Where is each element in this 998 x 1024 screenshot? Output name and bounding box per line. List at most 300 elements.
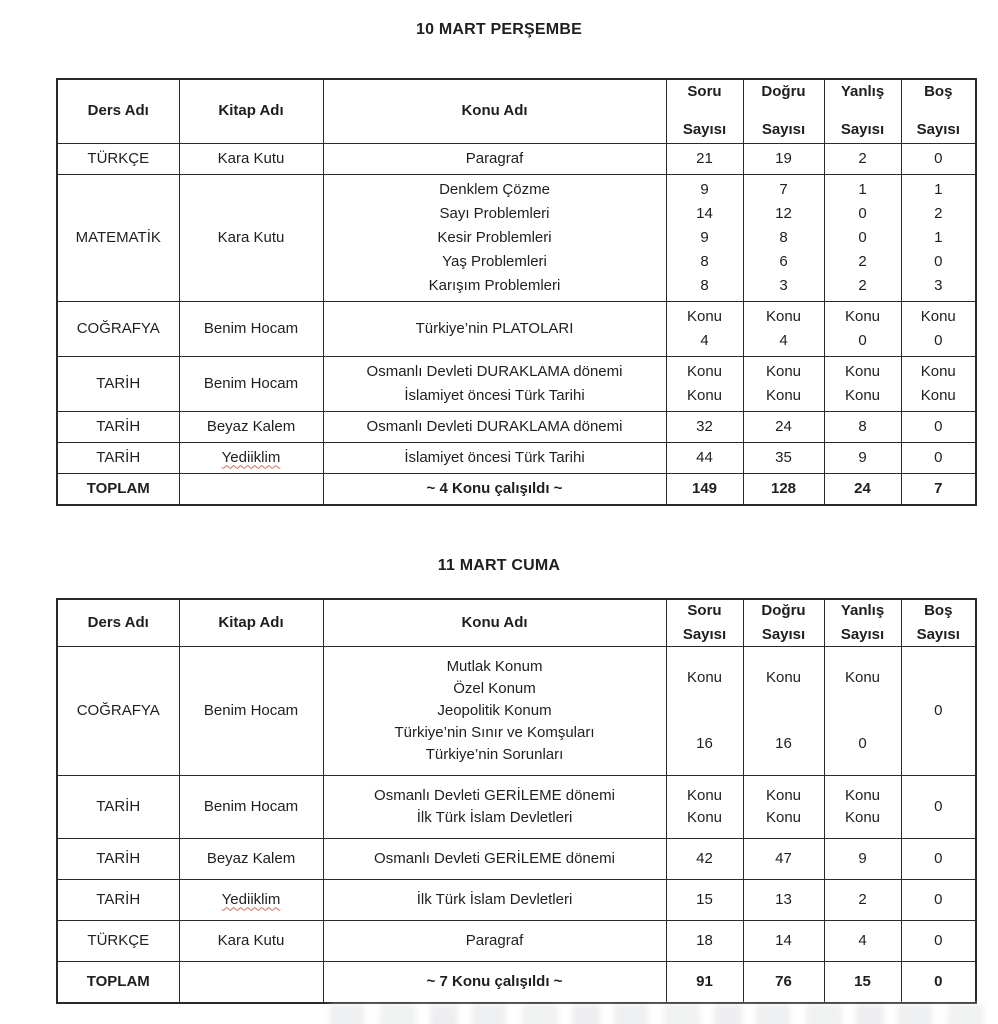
- header-row: [57, 599, 976, 647]
- bos-cell: [901, 442, 976, 473]
- dogru-cell: [743, 143, 824, 174]
- cell-line: 0: [858, 331, 867, 349]
- cell-content: [829, 305, 897, 353]
- header-line: Sayısı: [682, 121, 727, 139]
- header-label: [324, 99, 666, 123]
- cell-content: [328, 656, 662, 766]
- dogru-cell: [743, 473, 824, 505]
- cell-line: 0: [934, 149, 943, 167]
- header-label: [324, 612, 666, 634]
- ders-cell: [57, 920, 179, 961]
- yanlis-cell: [824, 411, 901, 442]
- cell-line: 2: [858, 276, 867, 294]
- header-line: Soru: [687, 601, 722, 619]
- header-line: Sayısı: [761, 121, 806, 139]
- cell-line: 149: [691, 479, 718, 497]
- cell-line: Konu: [844, 386, 881, 404]
- yanlis-cell: [824, 442, 901, 473]
- cell-line: 0: [934, 701, 943, 719]
- header-konu-cell: [323, 79, 666, 143]
- cell-line: İslamiyet öncesi Türk Tarihi: [404, 386, 585, 404]
- dogru-cell: [743, 356, 824, 411]
- cell-line: 0: [858, 204, 867, 222]
- cell-line: 0: [934, 890, 943, 908]
- kitap-cell: [179, 473, 323, 505]
- konu-cell: [323, 961, 666, 1003]
- cell-content: [671, 178, 739, 298]
- konu-cell: [323, 646, 666, 775]
- study-table-1-container: [0, 78, 998, 506]
- cell-content: [671, 305, 739, 353]
- ders-cell: [57, 646, 179, 775]
- cell-line: 47: [775, 849, 792, 867]
- soru-cell: [666, 174, 743, 301]
- cell-content: [184, 317, 319, 341]
- cell-line: 0: [934, 448, 943, 466]
- header-dogru-cell: [743, 599, 824, 647]
- header-row: [57, 79, 976, 143]
- cell-content: [829, 930, 897, 952]
- soru-cell: [666, 838, 743, 879]
- cell-content: [748, 147, 820, 171]
- cell-content: [906, 147, 972, 171]
- bos-cell: [901, 879, 976, 920]
- cell-line: Osmanlı Devleti DURAKLAMA dönemi: [366, 417, 623, 435]
- cell-content: [62, 848, 175, 870]
- cell-line: Konu: [765, 668, 802, 686]
- header-line: Sayısı: [682, 625, 727, 643]
- cell-line: 16: [696, 734, 713, 752]
- ders-cell: [57, 961, 179, 1003]
- ders-cell: [57, 301, 179, 356]
- header-line: Doğru: [761, 83, 806, 101]
- header-line: Sayısı: [761, 625, 806, 643]
- table-row: [57, 775, 976, 838]
- total-row: [57, 473, 976, 505]
- header-label: [667, 600, 743, 646]
- cell-line: Osmanlı Devleti GERİLEME dönemi: [374, 849, 615, 867]
- header-label: [180, 612, 323, 634]
- cell-line: Konu: [765, 307, 802, 325]
- cell-content: [328, 930, 662, 952]
- cell-line: Kara Kutu: [217, 931, 285, 949]
- dogru-cell: [743, 838, 824, 879]
- konu-cell: [323, 838, 666, 879]
- konu-cell: [323, 356, 666, 411]
- cell-line: TOPLAM: [86, 479, 150, 497]
- cell-content: [829, 446, 897, 470]
- cell-content: [184, 700, 319, 722]
- cell-content: [906, 971, 972, 993]
- yanlis-cell: [824, 879, 901, 920]
- table-row: [57, 356, 976, 411]
- yanlis-cell: [824, 143, 901, 174]
- soru-cell: [666, 646, 743, 775]
- cell-content: [829, 971, 897, 993]
- header-line: Kitap Adı: [218, 102, 284, 120]
- cell-line: Konu: [686, 808, 723, 826]
- header-line: Yanlış: [840, 83, 885, 101]
- cell-line: 1: [934, 228, 943, 246]
- cell-line: Konu: [686, 362, 723, 380]
- kitap-cell: [179, 411, 323, 442]
- cell-content: [748, 889, 820, 911]
- cell-line: 0: [858, 228, 867, 246]
- header-label: [825, 600, 901, 646]
- cell-line: Konu: [844, 307, 881, 325]
- header-line: Sayısı: [840, 625, 885, 643]
- cell-line: 2: [858, 149, 867, 167]
- cell-line: Türkiye’nin Sorunları: [425, 745, 564, 763]
- cell-line: 1: [934, 180, 943, 198]
- day-title-1: 10 MART PERŞEMBE: [416, 21, 582, 38]
- cell-line: 6: [779, 252, 788, 270]
- ders-cell: [57, 775, 179, 838]
- ders-cell: [57, 411, 179, 442]
- header-yanlis-cell: [824, 79, 901, 143]
- cell-line: 0: [934, 417, 943, 435]
- table-row: [57, 442, 976, 473]
- cell-line: Karışım Problemleri: [428, 276, 561, 294]
- cell-line: 8: [858, 417, 867, 435]
- cell-content: [328, 848, 662, 870]
- header-label: [58, 612, 179, 634]
- header-line: Yanlış: [840, 601, 885, 619]
- cell-line: Özel Konum: [453, 679, 536, 697]
- cell-content: [671, 147, 739, 171]
- konu-cell: [323, 442, 666, 473]
- cell-line: Konu: [765, 362, 802, 380]
- kitap-cell: [179, 646, 323, 775]
- konu-cell: [323, 473, 666, 505]
- cell-line: TÜRKÇE: [87, 149, 150, 167]
- cell-line: 24: [775, 417, 792, 435]
- bos-cell: [901, 301, 976, 356]
- cell-line: 18: [696, 931, 713, 949]
- cell-content: [328, 317, 662, 341]
- table-row: [57, 646, 976, 775]
- header-kitap-cell: [179, 79, 323, 143]
- header-line: Sayısı: [916, 121, 960, 139]
- cell-content: [184, 372, 319, 396]
- cell-line: Benim Hocam: [203, 797, 299, 815]
- cell-line: Osmanlı Devleti GERİLEME dönemi: [374, 786, 615, 804]
- konu-cell: [323, 143, 666, 174]
- header-label: [825, 80, 901, 142]
- cell-content: [328, 446, 662, 470]
- header-konu-cell: [323, 599, 666, 647]
- cell-line: 14: [696, 204, 713, 222]
- cell-content: [328, 477, 662, 501]
- cell-line: TARİH: [96, 417, 141, 435]
- cell-content: [671, 667, 739, 755]
- cell-content: [748, 971, 820, 993]
- cell-content: [62, 477, 175, 501]
- header-label: [902, 80, 976, 142]
- cell-content: [829, 785, 897, 829]
- cell-line: 19: [775, 149, 792, 167]
- dogru-cell: [743, 920, 824, 961]
- cell-line: 35: [775, 448, 792, 466]
- bos-cell: [901, 838, 976, 879]
- cell-content: [829, 848, 897, 870]
- cell-content: [906, 477, 972, 501]
- header-label: [180, 99, 323, 123]
- cell-line: 0: [934, 797, 943, 815]
- cell-line: 9: [700, 228, 709, 246]
- kitap-cell: [179, 838, 323, 879]
- yanlis-cell: [824, 775, 901, 838]
- cell-line: Kara Kutu: [217, 228, 285, 246]
- cell-line: İlk Türk İslam Devletleri: [416, 808, 573, 826]
- cell-line: TOPLAM: [86, 972, 150, 990]
- ders-cell: [57, 442, 179, 473]
- cell-content: [62, 147, 175, 171]
- header-yanlis-cell: [824, 599, 901, 647]
- cell-line: 7: [934, 479, 943, 497]
- cell-line: İslamiyet öncesi Türk Tarihi: [404, 448, 585, 466]
- header-ders-cell: [57, 599, 179, 647]
- bos-cell: [901, 775, 976, 838]
- cell-line: Türkiye’nin PLATOLARI: [415, 319, 574, 337]
- cell-content: [671, 889, 739, 911]
- cell-line: 91: [696, 972, 713, 990]
- cell-line: 128: [770, 479, 797, 497]
- cell-content: [829, 477, 897, 501]
- cell-content: [62, 700, 175, 722]
- konu-cell: [323, 301, 666, 356]
- header-line: Doğru: [761, 601, 806, 619]
- header-kitap-cell: [179, 599, 323, 647]
- cell-line: 3: [934, 276, 943, 294]
- cell-content: [829, 178, 897, 298]
- table-row: [57, 143, 976, 174]
- cell-line: Konu: [844, 668, 881, 686]
- bos-cell: [901, 174, 976, 301]
- cell-content: [748, 930, 820, 952]
- total-row: [57, 961, 976, 1003]
- study-table-1: [56, 78, 977, 506]
- cell-line: Jeopolitik Konum: [437, 701, 552, 719]
- cell-content: [748, 178, 820, 298]
- header-dogru-cell: [743, 79, 824, 143]
- soru-cell: [666, 920, 743, 961]
- cell-line: Konu: [920, 386, 956, 404]
- ders-cell: [57, 879, 179, 920]
- bos-cell: [901, 920, 976, 961]
- cell-line: 76: [775, 972, 792, 990]
- cell-line: COĞRAFYA: [76, 701, 160, 719]
- cell-line: 7: [779, 180, 788, 198]
- cell-line: 16: [775, 734, 792, 752]
- ders-cell: [57, 356, 179, 411]
- cell-line: Yediiklim: [221, 890, 281, 908]
- cell-line: Paragraf: [465, 149, 524, 167]
- cell-content: [328, 178, 662, 298]
- cell-line: Kara Kutu: [217, 149, 285, 167]
- cell-line: 24: [854, 479, 871, 497]
- cell-content: [184, 415, 319, 439]
- cell-content: [906, 930, 972, 952]
- cell-content: [328, 360, 662, 408]
- soru-cell: [666, 961, 743, 1003]
- cell-line: Osmanlı Devleti DURAKLAMA dönemi: [366, 362, 623, 380]
- cell-content: [671, 848, 739, 870]
- bos-cell: [901, 143, 976, 174]
- cell-line: 44: [696, 448, 713, 466]
- kitap-cell: [179, 442, 323, 473]
- cell-line: 4: [779, 331, 788, 349]
- dogru-cell: [743, 174, 824, 301]
- cell-line: 42: [696, 849, 713, 867]
- table-row: [57, 301, 976, 356]
- ders-cell: [57, 174, 179, 301]
- cell-line: 13: [775, 890, 792, 908]
- dogru-cell: [743, 961, 824, 1003]
- soru-cell: [666, 411, 743, 442]
- cell-line: 0: [934, 972, 943, 990]
- cell-line: TARİH: [96, 797, 141, 815]
- cell-content: [328, 971, 662, 993]
- soru-cell: [666, 301, 743, 356]
- cell-content: [906, 848, 972, 870]
- cell-content: [328, 415, 662, 439]
- cell-line: Türkiye’nin Sınır ve Komşuları: [394, 723, 595, 741]
- cell-content: [671, 360, 739, 408]
- soru-cell: [666, 879, 743, 920]
- header-label: [902, 600, 976, 646]
- kitap-cell: [179, 174, 323, 301]
- cell-line: Konu: [765, 808, 802, 826]
- dogru-cell: [743, 879, 824, 920]
- cell-line: 8: [779, 228, 788, 246]
- yanlis-cell: [824, 961, 901, 1003]
- yanlis-cell: [824, 920, 901, 961]
- soru-cell: [666, 473, 743, 505]
- cell-line: 4: [700, 331, 709, 349]
- table-row: [57, 838, 976, 879]
- konu-cell: [323, 775, 666, 838]
- cell-content: [829, 889, 897, 911]
- cell-line: 32: [696, 417, 713, 435]
- cell-line: Konu: [920, 362, 956, 380]
- cell-line: 0: [934, 331, 943, 349]
- cell-line: Benim Hocam: [203, 374, 299, 392]
- cell-line: Konu: [686, 786, 723, 804]
- header-label: [58, 99, 179, 123]
- cell-line: 4: [858, 931, 867, 949]
- cell-line: Beyaz Kalem: [206, 417, 296, 435]
- dogru-cell: [743, 301, 824, 356]
- cell-content: [184, 796, 319, 818]
- cell-line: TARİH: [96, 849, 141, 867]
- bos-cell: [901, 646, 976, 775]
- bos-cell: [901, 961, 976, 1003]
- cell-content: [829, 667, 897, 755]
- cell-content: [184, 226, 319, 250]
- cell-line: TARİH: [96, 374, 141, 392]
- cell-line: Konu: [844, 362, 881, 380]
- cell-line: Denklem Çözme: [439, 180, 550, 198]
- cell-content: [62, 796, 175, 818]
- header-line: Boş: [924, 83, 953, 101]
- cell-content: [906, 796, 972, 818]
- yanlis-cell: [824, 356, 901, 411]
- header-bos-cell: [901, 79, 976, 143]
- cell-line: Konu: [920, 307, 956, 325]
- header-line: Boş: [924, 601, 953, 619]
- cell-line: Konu: [765, 786, 802, 804]
- cell-content: [328, 785, 662, 829]
- dogru-cell: [743, 411, 824, 442]
- konu-cell: [323, 879, 666, 920]
- header-bos-cell: [901, 599, 976, 647]
- cell-line: Konu: [844, 786, 881, 804]
- day-title-2: 11 MART CUMA: [437, 556, 561, 574]
- cell-line: ~ 7 Konu çalışıldı ~: [426, 972, 563, 990]
- cell-content: [748, 785, 820, 829]
- header-line: Ders Adı: [87, 102, 149, 120]
- cell-content: [184, 930, 319, 952]
- header-line: Sayısı: [916, 625, 960, 643]
- cell-content: [906, 360, 972, 408]
- kitap-cell: [179, 301, 323, 356]
- cell-line: 2: [858, 890, 867, 908]
- kitap-cell: [179, 143, 323, 174]
- table-row: [57, 920, 976, 961]
- bos-cell: [901, 356, 976, 411]
- cell-content: [671, 971, 739, 993]
- cell-content: [829, 147, 897, 171]
- cell-line: 14: [775, 931, 792, 949]
- cell-content: [62, 372, 175, 396]
- cell-line: ~ 4 Konu çalışıldı ~: [426, 479, 563, 497]
- ders-cell: [57, 473, 179, 505]
- cell-line: Konu: [686, 668, 723, 686]
- cell-line: 0: [934, 931, 943, 949]
- kitap-cell: [179, 775, 323, 838]
- header-line: Kitap Adı: [218, 613, 284, 631]
- cell-content: [62, 317, 175, 341]
- cell-line: 9: [700, 180, 709, 198]
- cell-content: [748, 415, 820, 439]
- kitap-cell: [179, 879, 323, 920]
- soru-cell: [666, 442, 743, 473]
- cell-content: [62, 889, 175, 911]
- header-soru-cell: [666, 599, 743, 647]
- cell-line: Benim Hocam: [203, 319, 299, 337]
- header-label: [744, 80, 824, 142]
- cell-line: 3: [779, 276, 788, 294]
- dogru-cell: [743, 646, 824, 775]
- cell-content: [328, 147, 662, 171]
- cell-line: 8: [700, 252, 709, 270]
- bos-cell: [901, 473, 976, 505]
- cell-line: 9: [858, 849, 867, 867]
- header-line: Ders Adı: [87, 613, 149, 631]
- cell-content: [906, 446, 972, 470]
- cell-line: Konu: [686, 307, 723, 325]
- cell-content: [184, 147, 319, 171]
- yanlis-cell: [824, 473, 901, 505]
- cell-line: Benim Hocam: [203, 701, 299, 719]
- cell-content: [748, 305, 820, 353]
- cell-content: [906, 889, 972, 911]
- cell-content: [748, 477, 820, 501]
- cell-content: [748, 848, 820, 870]
- cell-line: MATEMATİK: [75, 228, 161, 246]
- yanlis-cell: [824, 646, 901, 775]
